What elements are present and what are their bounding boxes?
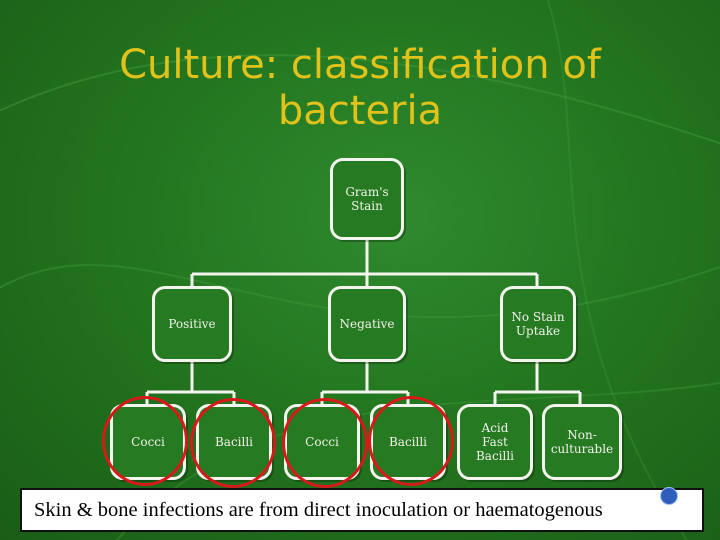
- highlight-circle-positive-bacilli: [190, 398, 276, 488]
- highlight-circle-negative-bacilli: [368, 396, 454, 486]
- node-label: Bacilli: [388, 435, 428, 449]
- node-no-stain-uptake: [500, 286, 576, 362]
- node-label: Positive: [168, 317, 216, 331]
- node-label: Negative: [339, 317, 395, 331]
- node-negative: [328, 286, 406, 362]
- node-label: Non-culturable: [550, 428, 614, 456]
- node-label: Cocci: [305, 435, 339, 449]
- node-label: Cocci: [131, 435, 165, 449]
- slide-title: Culture: classification of bacteria: [119, 42, 601, 134]
- node-non-culturable: [542, 404, 622, 480]
- caption-banner: Skin & bone infections are from direct inoculation or haematogenous: [20, 488, 704, 532]
- highlight-circle-positive-cocci: [102, 396, 188, 486]
- node-label: Gram's Stain: [345, 185, 389, 213]
- node-label: Acid Fast Bacilli: [475, 421, 515, 463]
- node-grams-stain: [330, 158, 404, 240]
- globe-icon: [660, 487, 678, 505]
- node-positive: [152, 286, 232, 362]
- node-label: Bacilli: [214, 435, 254, 449]
- node-acid-fast-bacilli: [457, 404, 533, 480]
- highlight-circle-negative-cocci: [282, 398, 368, 488]
- node-label: No Stain Uptake: [511, 310, 565, 338]
